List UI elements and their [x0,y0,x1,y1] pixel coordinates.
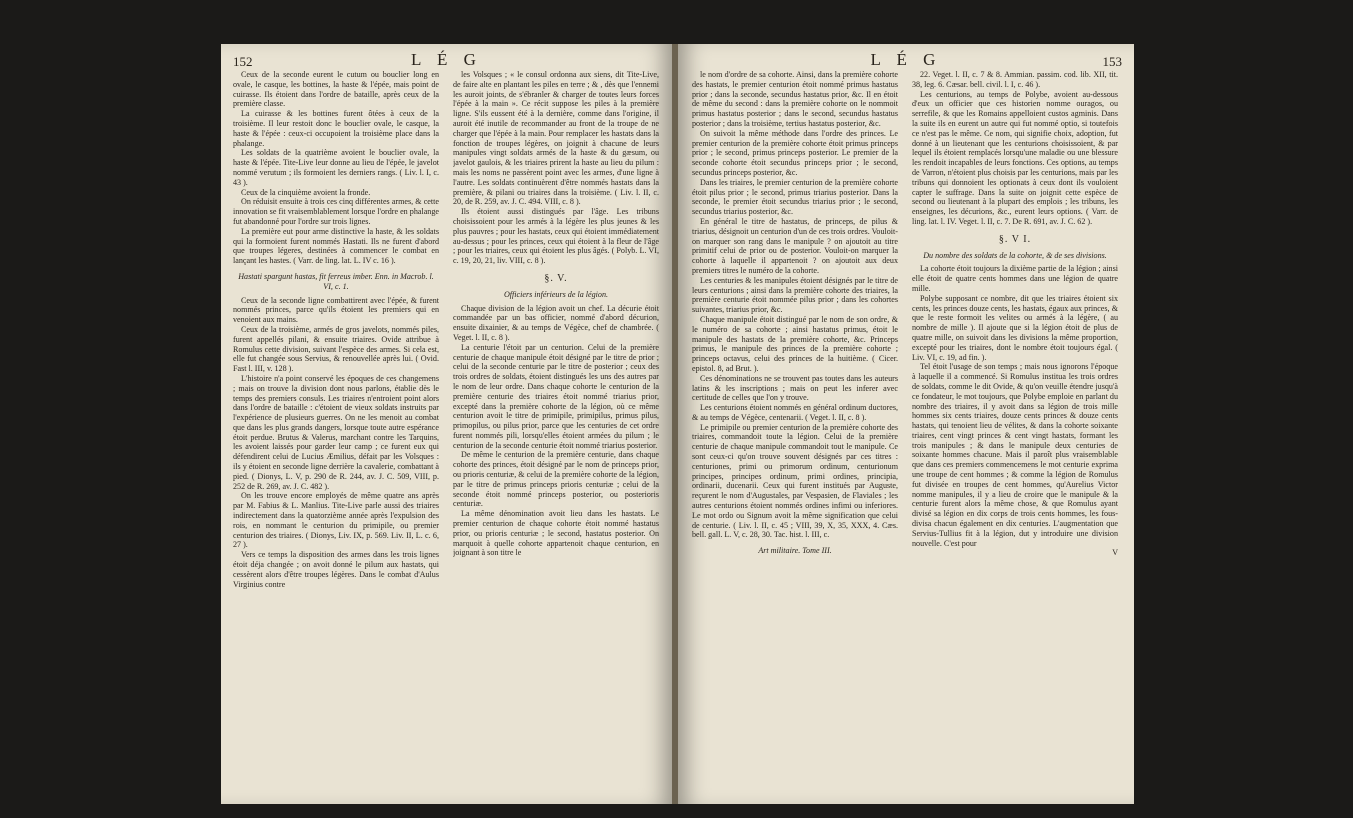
paragraph: En général le titre de hastatus, de princeps, de pilus & triarius, désignoit un centurion d'un de ces trois ordres. Vouloit-on marquer son rang dans le manipule ? on ajoutoit au titre primitif celui de prior ou de posterior. Vouloit-on marquer la cohorte à laquelle il appartenoit ? on ajoutoit aux deux premiers titres le numéro de la cohorte. [692,216,898,275]
left-column-2 [453,70,659,796]
paragraph: Ceux de la cinquième avoient la fronde. [241,187,371,197]
page-number: 152 [233,54,253,69]
page-number: 153 [1102,54,1122,69]
left-page [221,44,672,804]
right-column-2 [912,70,1118,796]
paragraph: De même le centurion de la première centurie, dans chaque cohorte des princes, étoit désigné par le nom de princeps prior, ou prioris centuriæ, & celui de la première cohorte de la légion, par le titre de primus princeps prioris centuriæ ; celui de la seconde étoit nommé princeps posterior, ou posterioris centuriæ. [453,450,659,509]
signature-mark: V [1112,548,1118,558]
right-page [678,44,1134,804]
paragraph: La première eut pour arme distinctive la haste, & les soldats qui la formoient furent nommés Hastati. Ils ne furent d'abord que troupes légeres, destinées à commencer le combat en lançant les hastes. ( Varr. de ling. lat. L. IV c. 16 ). [233,226,439,266]
paragraph: La même dénomination avoit lieu dans les hastats. Le premier centurion de chaque cohorte étoit nommé hastatus prior, ou prioris centuriæ ; le second, hastatus posterior. On marquoit à quelle cohorte appartenoit chaque centurion, en joignant à son titre le [453,509,659,558]
paragraph: Ces dénominations ne se trouvent pas toutes dans les auteurs latins & les inscriptions ; mais on peut les inferer avec certitude de celles que l'on y trouve. [692,373,898,403]
section-number: §. V. [544,272,568,284]
paragraph: La cuirasse & les bottines furent ôtées à ceux de la troisième. Il leur restoit donc le bouclier ovale, le casque, la haste & l'épée : ceux-ci occupoient la troisième place dans la phalange. [233,109,439,148]
paragraph: 22. Veget. l. II, c. 7 & 8. Ammian. passim. cod. lib. XII, tit. 38, leg. 6. Cæsar. bell. civil. l. I, c. 46 ). [912,70,1118,89]
paragraph: On suivoit la même méthode dans l'ordre des princes. Le premier centurion de la première cohorte étoit primus princeps prior ; le second, primus princeps posterior. Le premier de la seconde cohorte étoit secundus princeps prior ; le second, secundus princeps posterior, &c. [692,128,898,177]
book-spread [6,4,1347,812]
running-head: L É G [411,50,482,69]
paragraph: Polybe supposant ce nombre, dit que les triaires étoient six cents, les princes douze cents, les hastats, égaux aux princes, & que le reste formoit les velites ou armés à la légère, ( au nombre de mille ). Il ajoute que si la légion étoit de plus de quatre mille, on suivoit dans les divisions la même proportion, excepté pour les triaires, dont le nombre étoit toujours égal. ( Liv. VI, c. 19, ad fin. ). [912,293,1118,362]
paragraph: Les centuries & les manipules étoient désignés par le titre de leurs centurions ; ainsi dans la première cohorte des triaires, la première centurie étoit nommée pilus prior ; dans les cohortes suivantes, triarius prior, &c. [692,275,898,315]
paragraph: On réduisit ensuite à trois ces cinq différentes armes, & cette innovation se fit vraisemblablement lorsque l'ordre en phalange fut abandonné pour l'ordre sur trois lignes. [233,197,439,226]
section-title: Officiers inférieurs de la légion. [503,289,609,299]
paragraph: Chaque division de la légion avoit un chef. La décurie étoit commandée par un bas officier, nommé d'abord décurion, ensuite dixainier, & au temps de Végèce, chef de chambrée. ( Veget. l. II, c. 8 ). [453,303,659,342]
paragraph: La centurie l'étoit par un centurion. Celui de la première centurie de chaque manipule étoit désigné par le titre de prior ; celui de la seconde centurie par le titre de posterior ; ceux des trois ordres de soldats, étoient distingués les uns des autres par le nom de leur ordre. Dans chaque cohorte le centurion de la première centurie des triaires étoit nommé triarius prior, excepté dans la première cohorte de la légion, où ce même centurion avoit le titre de primipile, primipilus, primus pilus, primopilus, ou pilus prior, parce que les centuries de cet ordre furent nommés pili, lorsqu'elles étoient armées du pilum ; le centurion de la seconde centurie étoit nommé triarius posterior. [453,342,659,450]
verse-quotation: Hastati spargunt hastas, fit ferreus imber. Enn. in Macrob. l. VI, c. 1. [238,271,434,291]
paragraph: Ceux de la seconde eurent le cutum ou bouclier long en ovale, le casque, les bottines, la haste & l'épée, mais point de cuirasse. Ils étoient dans l'ordre de bataille, après ceux de la première classe. [233,70,439,109]
paragraph: Les centurions, au temps de Polybe, avoient au-dessous d'eux un officier que ces historien nomme ouragos, ou serrefile, & que les Romains appelloient custos agminis. Dans la suite ils en eurent un autre qui fut nommé optio, si toutefois ce n'est pas le même. Ce nom, qui signifie choix, adoption, fut donné à un lieutenant que les centurions choisissoient, & par lequel ils étoient remplacés lorsqu'une maladie ou une blessure les rendoit incapables de leurs fonctions. Ces options, au temps de Varron, n'étoient plus choisis par les centurions, mais par les tribuns qui donnoient les optionats à ceux dont ils vouloient capter le suffrage. Dans la suite on joignit cette espèce de second ou lieutenant à la plupart des emplois ; les tribuns, les enseignes, les décurions, &c., eurent leurs options. ( Varr. de ling. lat. l. IV. Veget. l. II, c. 7. De R. 691, av. J. C. 62 ). [912,89,1118,226]
paragraph: Tel étoit l'usage de son temps ; mais nous ignorons l'époque à laquelle il a commencé. Si Romulus institua les trois ordres de soldats, comme le dit Ovide, & qu'on veuille étendre jusqu'à ce fondateur, le mot toujours, que Polybe emploie en parlant du nombre des triaires, il y avoit dans sa légion de trois mille hommes six cents triaires, douze cents princes & douze cents hastats, qui tenoient lieu de vélites, & dans la cohorte soixante triaires, cent vingt princes & cent vingt hastats, formant les trois manipules ; & dans le manipule deux centuries de soixante hommes chacune. Mais il paroît plus vraisemblable que dans ces premiers commencemens le mot centurie exprima une troupe de cent hommes ; & comme la légion de Romulus fut divisée en troupes de cent hommes, qu'Aurelius Victor nomme manipules, il y a lieu de croire que le manipule & la centurie furent alors la même chose, & que Romulus ayant divisé sa légion en dix corps de trois cents hommes, les fous-divisa chacun également en dix centuries. L'augmentation que Servius-Tullius fit à la légion, dut y introduire une division nouvelle. C'est pour [912,362,1118,548]
paragraph: le nom d'ordre de sa cohorte. Ainsi, dans la première cohorte des hastats, le premier centurion étoit nommé primus hastatus prior ; dans la seconde, secundus hastatus prior, &c. Il en étoit de même du second : dans la première cohorte on le nommoit primus hastatus posterior ; dans le second, secundus hastatus posterior ; dans la troisième, tertius hastatus posterior, &c. [692,70,898,128]
paragraph: Ceux de la seconde ligne combattirent avec l'épée, & furent nommés princes, parce qu'ils étoient les premiers qui en venoient aux mains. [233,295,439,325]
paragraph: Chaque manipule étoit distingué par le nom de son ordre, & le numéro de sa cohorte ; ainsi hastatus primus, étoit le manipule des hastats de la première cohorte, &c. Princeps primus, le manipule des princes de la première cohorte ; princeps octavus, celui des princes de la huitième. ( Cicer. epistol. 8, ad Brut. ). [692,314,898,373]
paragraph: Le primipile ou premier centurion de la première cohorte des triaires, commandoit toute la légion. Celui de la première centurie de chaque manipule commandoit tout le manipule. Ce sont ceux-ci qu'on trouve souvent désignés par ces titres : centuriones, primi ou primorum ordinum, centurionum principes, principes ordinum, primi ordines, principia, ordinarii, ducenarii. Ceux qui furent institués par Auguste, reçurent le nom d'Augustales, par Vespasien, de Flaviales ; les autres centurions étoient nommés ordines infimi ou inferiores. Le mot ordo ou Signum avoit la même signification que celui de centurie. ( Liv. l. II, c. 45 ; VIII, 39, X, 35, XXX, 4. Cæs. bell. gall. L. V, c. 28, 30. Tac. hist. l. III, c. [692,422,898,540]
paragraph: L'histoire n'a point conservé les époques de ces changemens ; mais on trouve la division dont nous parlons, établie dès le temps des premiers consuls. Les triaires n'entroient point alors dans l'ordre de bataille : c'étoient de vieux soldats instruits par l'expérience de plusieurs guerres. On ne les menoit au combat que dans les plus grands dangers, lorsque toute autre espérance étoit perdue. Brutus & Valerus, marchant contre les Tarquins, les avoient laissés pour garder leur camp ; ce furent eux qui défendirent celui de Lucius Æmilius, défait par les Volsques : ils y étoient en seconde ligne derrière la cavalerie, combattant à pied. ( Dionys, L. V, p. 290 de R. 244, av. J. C. 509, VIII, p. 252 de R. 269, av. J. C. 482 ). [233,373,439,491]
paragraph: Les centurions étoient nommés en général ordinum ductores, & au temps de Végèce, centenarii. ( Veget. l. II, c. 8 ). [692,403,898,422]
paragraph: Dans les triaires, le premier centurion de la première cohorte étoit pilus prior ; le second, primus triarius posterior. Dans la seconde, le premier étoit secundus triarius prior ; le second, secundus triarius posterior, &c. [692,177,898,217]
running-head: L É G [870,50,942,69]
left-page-header [221,50,672,70]
paragraph: les Volsques ; « le consul ordonna aux siens, dit Tite-Live, de faire alte en plantant les piles en terre ; & , dès que l'ennemi les auroit joints, de s'ébranler & charger de toutes leurs forces l'épée à la main ». Ce récit suppose les piles à la première ligne. S'ils eussent été à la dernière, comme dans l'origine, il auroit été inutile de recommander au front de la troupe de ne charger que l'épée à la main. Pour remplacer les hastats dans la fonction de troupes légères, on joignit à chacune de leurs manipules vingt soldats armés de la haste & du gæsum, ou javelot gaulois, & les triaires prirent la haste au lieu du pilum : mais les noms ne passèrent point avec les armes, d'une ligne à l'autre. Les soldats continuèrent d'être nommés hastats dans la première, & pilani ou triaires dans la troisième. ( Liv. l. II, c. 20, de R. 259, av. J. C. 494. VIII, c. 8 ). [453,70,659,207]
left-column-1 [233,70,439,796]
paragraph: Ils étoient aussi distingués par l'âge. Les tribuns choisissoient pour les armés à la légère les plus jeunes & les plus pauvres ; pour les hastats, ceux qui étoient immédiatement au-dessus ; pour les princes, ceux qui étoient à la fleur de l'âge ; pour les triaires, ceux qui étoient les plus âgés. ( Polyb. L. VI, c. 19, 20, 21, liv. VIII, c. 8 ). [453,207,659,266]
right-page-header [678,50,1134,70]
volume-footer: Art militaire. Tome III. [758,546,832,556]
section-title: Du nombre des soldats de la cohorte, & de ses divisions. [923,250,1107,260]
paragraph: La cohorte étoit toujours la dixième partie de la légion ; ainsi elle étoit de quatre cents hommes dans une légion de quatre mille. [912,264,1118,293]
paragraph: Les soldats de la quatrième avoient le bouclier ovale, la haste & l'épée. Tite-Live leur donne au lieu de l'épée, le javelot nommé verutum ; ils formoient les derniers rangs. ( Liv. l. I, c. 43 ). [233,148,439,187]
section-number: §. V I. [998,233,1032,245]
paragraph: Vers ce temps la disposition des armes dans les trois lignes étoit déja changée ; on avoit donné le pilum aux hastats, qui cessèrent alors d'être troupes légères. Dans le combat d'Aulus Virginius contre [233,550,439,589]
right-column-1 [692,70,898,796]
paragraph: On les trouve encore employés de même quatre ans après par M. Fabius & L. Manlius. Tite-Live parle aussi des triaires indirectement dans la quatorzième année après l'expulsion des rois, en nommant le centurion du primipile, ou premier centurion des triaires. ( Dionys, Liv. IX, p. 569. Liv. II, L. c. 6, 27 ). [233,491,439,550]
paragraph: Ceux de la troisième, armés de gros javelots, nommés piles, furent appellés pilani, & ensuite triaires. Ovide attribue à Romulus cette division, suivant l'espèce des armes. Si cela est, elle fut changée sous Servius, & renouvellée après lui. ( Ovid. Fast l. III, v. 128 ). [233,324,439,374]
